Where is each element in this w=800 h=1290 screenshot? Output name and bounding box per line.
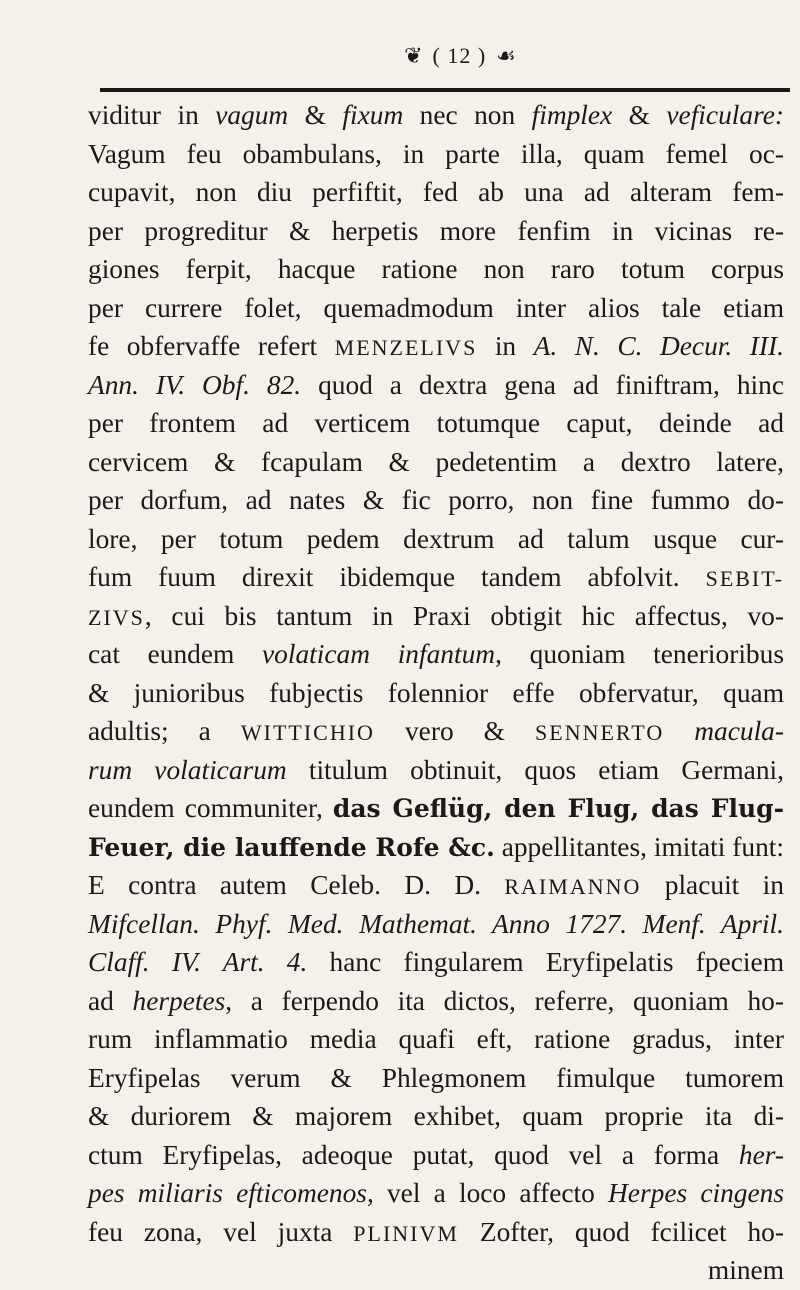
text-line: fum fuum direxit ibidemque tandem abfolvit. SEBIT- bbox=[88, 562, 784, 592]
text-line: cat eundem volaticam infantum, quoniam tenerioribus bbox=[88, 639, 784, 669]
header-rule bbox=[100, 88, 790, 92]
text-line: cupavit, non diu perfiftit, fed ab una ad alteram fem- bbox=[88, 177, 784, 207]
text-line: rum inflammatio media quafi eft, ratione gradus, inter bbox=[88, 1024, 784, 1054]
text-line: & junioribus fubjectis folennior effe obfervatur, quam bbox=[88, 677, 784, 708]
body-text bbox=[88, 96, 784, 1290]
text-line: giones ferpit, hacque ratione non raro totum corpus bbox=[88, 254, 784, 284]
text-line: Mifcellan. Phyf. Med. Mathemat. Anno 1727. Menf. April. bbox=[88, 908, 784, 939]
text-line: ad herpetes, a ferpendo ita dictos, referre, quoniam ho- bbox=[88, 985, 784, 1016]
left-ornament-icon: ❦ bbox=[404, 43, 423, 68]
text-line: rum volaticarum titulum obtinuit, quos etiam Germani, bbox=[88, 754, 784, 785]
right-ornament-icon: ☙ bbox=[496, 43, 516, 68]
text-line: per progreditur & herpetis more fenfim in vicinas re- bbox=[88, 215, 784, 246]
page-header bbox=[100, 8, 790, 88]
text-line: Ann. IV. Obf. 82. quod a dextra gena ad finiftram, hinc bbox=[88, 369, 784, 400]
text-line: pes miliaris efticomenos, vel a loco affecto Herpes cingens bbox=[88, 1178, 784, 1208]
page-number: ( 12 ) bbox=[432, 43, 487, 68]
text-line: viditur in vagum & fixum nec non fimplex & veficulare: bbox=[88, 100, 784, 130]
text-line: adultis; a WITTICHIO vero & SENNERTO macula- bbox=[88, 716, 784, 746]
catchword: minem bbox=[707, 1255, 784, 1285]
text-line: & duriorem & majorem exhibet, quam proprie ita di- bbox=[88, 1101, 784, 1131]
text-line: per dorfum, ad nates & fic porro, non fine fummo do- bbox=[88, 485, 784, 515]
text-line: Claff. IV. Art. 4. hanc fingularem Eryfipelatis fpeciem bbox=[88, 947, 785, 977]
text-line: E contra autem Celeb. D. D. RAIMANNO placuit in bbox=[88, 870, 784, 900]
text-line: Vagum feu obambulans, in parte illa, quam femel oc- bbox=[88, 138, 784, 169]
text-line: per frontem ad verticem totumque caput, deinde ad bbox=[88, 408, 784, 438]
text-line: cervicem & fcapulam & pedetentim a dextro latere, bbox=[88, 446, 784, 477]
text-line: Eryfipelas verum & Phlegmonem fimulque tumorem bbox=[88, 1062, 784, 1093]
text-line: Feuer, die lauffende Rofe &c. appellitantes, imitati funt: bbox=[88, 831, 785, 862]
text-line: ctum Eryfipelas, adeoque putat, quod vel a forma her- bbox=[88, 1139, 784, 1170]
page-number-group bbox=[400, 36, 520, 76]
text-line: fe obfervaffe refert MENZELIVS in A. N. C. Decur. III. bbox=[88, 331, 784, 361]
text-line: lore, per totum pedem dextrum ad talum usque cur- bbox=[88, 523, 784, 554]
text-line: eundem communiter, das Geflüg, den Flug, das Flug- bbox=[88, 793, 784, 823]
text-line: ZIVS, cui bis tantum in Praxi obtigit hic affectus, vo- bbox=[88, 600, 784, 631]
text-line: feu zona, vel juxta PLINIVM Zofter, quod fcilicet ho- bbox=[88, 1216, 784, 1247]
text-line: per currere folet, quemadmodum inter alios tale etiam bbox=[88, 292, 784, 323]
